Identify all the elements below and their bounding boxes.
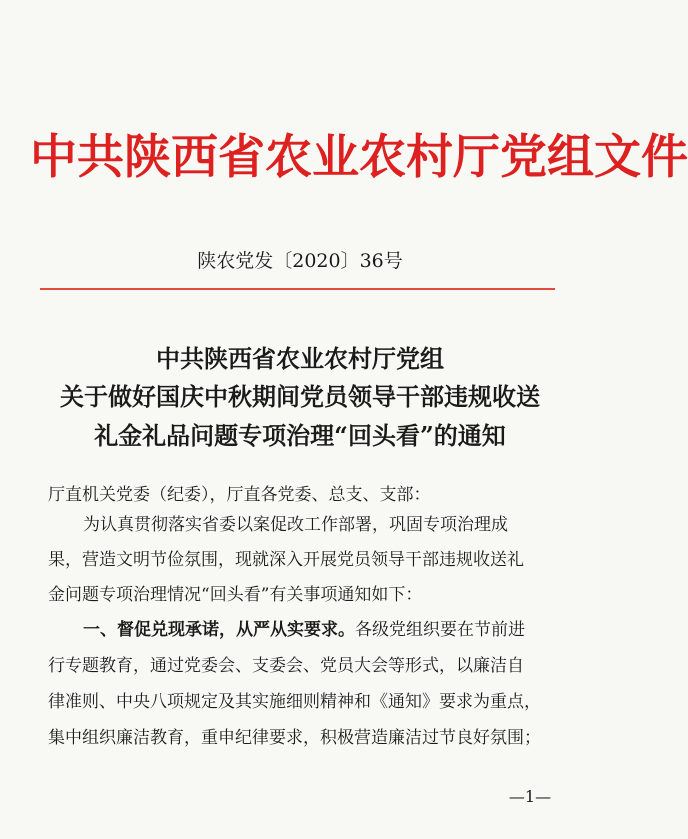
salutation: 厅直机关党委（纪委），厅直各党委、总支、支部： — [48, 485, 431, 505]
body-line-2: 果，营造文明节俭氛围，现就深入开展党员领导干部违规收送礼 — [48, 550, 524, 570]
document-number: 陕农党发〔2020〕36号 — [197, 250, 403, 272]
section-text-start: 各级党组织要在节前进 — [355, 620, 525, 640]
notice-title-line-2: 关于做好国庆中秋期间党员领导干部违规收送 — [60, 382, 540, 411]
body-line-3: 金问题专项治理情况“回头看”有关事项通知如下： — [48, 585, 423, 605]
notice-title-line-3: 礼金礼品问题专项治理“回头看”的通知 — [94, 421, 506, 450]
section-heading: 一、督促兑现承诺，从严从实要求。 — [83, 620, 355, 640]
notice-title-line-1: 中共陕西省农业农村厅党组 — [156, 344, 444, 373]
body-line-5: 律准则、中央八项规定及其实施细则精神和《通知》要求为重点， — [48, 692, 541, 712]
body-line-6: 集中组织廉洁教育，重申纪律要求，积极营造廉洁过节良好氛围； — [48, 728, 541, 748]
red-separator-line — [40, 288, 555, 290]
body-line-1: 为认真贯彻落实省委以案促改工作部署，巩固专项治理成 — [83, 515, 508, 535]
issuer-heading: 中共陕西省农业农村厅党组文件 — [30, 130, 688, 186]
section-heading-line — [83, 618, 570, 642]
page-number: —1— — [508, 787, 552, 806]
body-line-4: 行专题教育，通过党委会、支委会、党员大会等形式，以廉洁自 — [48, 656, 524, 676]
